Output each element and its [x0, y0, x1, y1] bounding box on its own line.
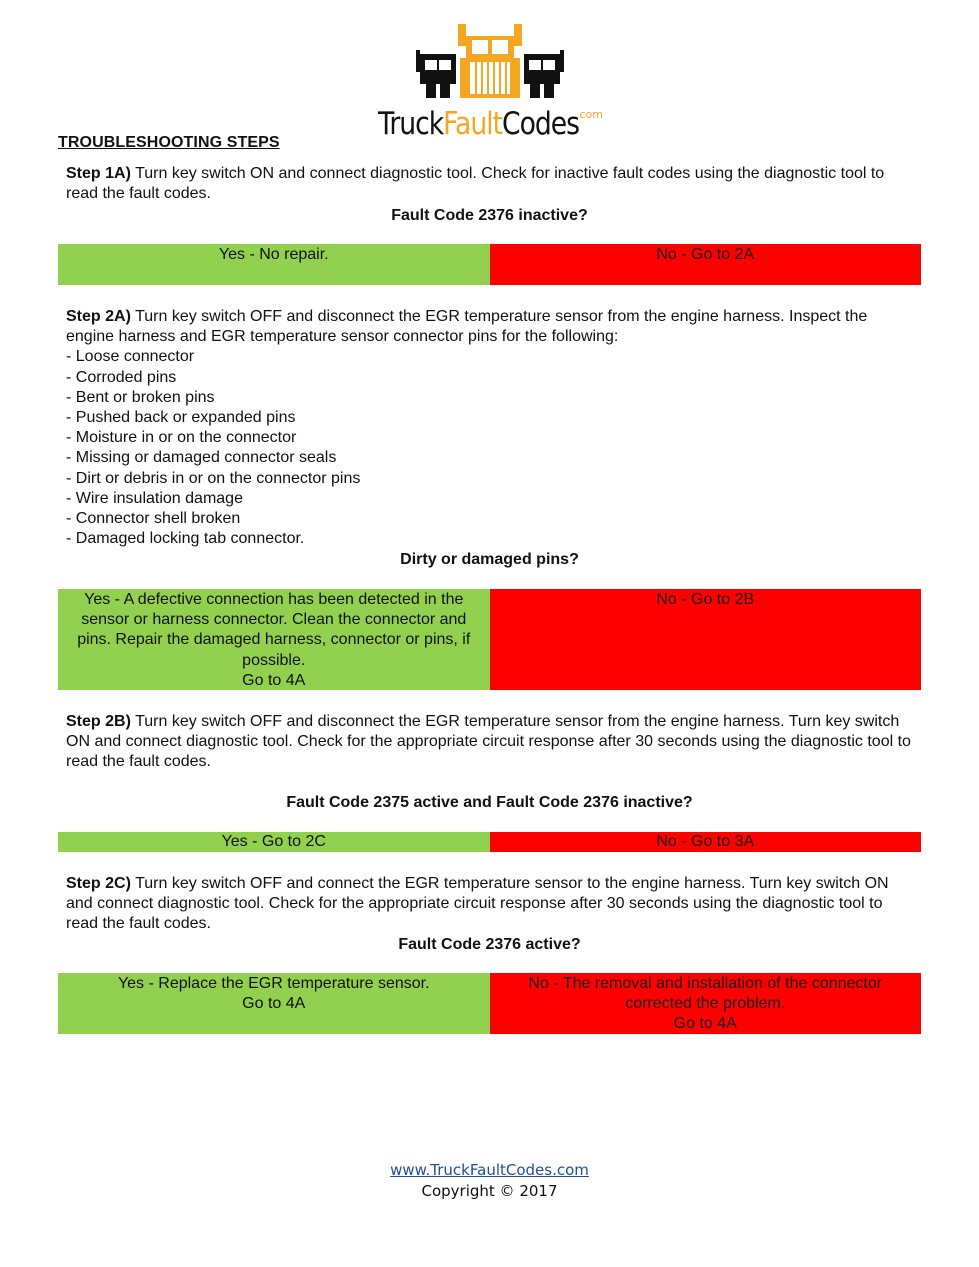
step-1a-question: Fault Code 2376 inactive?	[391, 207, 588, 224]
step-2b-yes-cell: Yes - Go to 2C	[58, 832, 490, 852]
truckfaultcodes-logo	[378, 20, 603, 142]
step-2a-decision-row	[58, 589, 921, 690]
checklist-item: - Bent or broken pins	[66, 388, 215, 406]
step-1a-label: Step 1A)	[66, 165, 131, 182]
step-1a-paragraph	[66, 164, 916, 204]
inspection-checklist	[66, 347, 916, 549]
checklist-item: - Connector shell broken	[66, 510, 241, 528]
logo-part-truck: Truck	[378, 106, 444, 142]
checklist-item: - Corroded pins	[66, 368, 177, 386]
checklist-item: - Wire insulation damage	[66, 489, 243, 507]
step-2a-no-cell: No - Go to 2B	[490, 589, 922, 690]
website-link[interactable]: www.TruckFaultCodes.com	[390, 1161, 589, 1179]
step-2c-text: Turn key switch OFF and connect the EGR temperature sensor to the engine harness. Turn key switch ON and connect diagnostic tool. Check for the appropriate circuit response after 30 seconds using the diagnostic tool to read the fault codes.	[66, 875, 889, 933]
checklist-item: - Pushed back or expanded pins	[66, 409, 296, 427]
checklist-item: - Dirt or debris in or on the connector pins	[66, 469, 361, 487]
step-2b-decision-row	[58, 832, 921, 852]
logo-wordmark	[378, 106, 579, 146]
logo-part-fault: Fault	[443, 106, 503, 142]
step-1a-no-cell: No - Go to 2A	[490, 244, 922, 285]
step-2b-paragraph	[66, 712, 916, 773]
footer-copyright: Copyright © 2017	[421, 1182, 558, 1200]
step-2a-paragraph	[66, 307, 916, 549]
step-2b-label: Step 2B)	[66, 713, 131, 730]
checklist-item: - Missing or damaged connector seals	[66, 449, 337, 467]
step-2a-text: Turn key switch OFF and disconnect the EGR temperature sensor from the engine harness. Inspect the engine harness and EGR temperature sensor connector pins for the following:	[66, 308, 868, 346]
step-2b-question: Fault Code 2375 active and Fault Code 2376 inactive?	[286, 794, 693, 811]
checklist-item: - Loose connector	[66, 348, 195, 366]
step-2c-question: Fault Code 2376 active?	[398, 936, 581, 953]
footer-link-line	[0, 1161, 979, 1179]
step-2a-label: Step 2A)	[66, 308, 131, 325]
step-1a-yes-cell: Yes - No repair.	[58, 244, 490, 285]
step-2c-yes-cell: Yes - Replace the EGR temperature sensor. Go to 4A	[58, 973, 490, 1034]
step-2b-no-cell: No - Go to 3A	[490, 832, 922, 852]
page-heading: TROUBLESHOOTING STEPS	[58, 134, 280, 151]
checklist-item: - Moisture in or on the connector	[66, 429, 297, 447]
step-2c-decision-row	[58, 973, 921, 1034]
step-1a-decision-row	[58, 244, 921, 285]
logo-part-codes: Codes	[502, 106, 579, 142]
step-2c-no-cell: No - The removal and installation of the connector corrected the problem. Go to 4A	[490, 973, 922, 1034]
checklist-item: - Damaged locking tab connector.	[66, 530, 305, 548]
step-2b-text: Turn key switch OFF and disconnect the EGR temperature sensor from the engine harness. Turn key switch ON and connect diagnostic tool. Check for the appropriate circuit response after 30 seconds using the diagnostic tool to read the fault codes.	[66, 713, 911, 771]
step-2c-label: Step 2C)	[66, 875, 131, 892]
logo-suffix: .com	[576, 108, 603, 121]
step-2a-yes-cell: Yes - A defective connection has been detected in the sensor or harness connector. Clean the connector and pins. Repair the damaged harness, connector or pins, if possible. Go to 4A	[58, 589, 490, 690]
step-2c-paragraph	[66, 874, 916, 935]
truck-grille-icon	[414, 20, 566, 102]
step-2a-question: Dirty or damaged pins?	[400, 551, 579, 568]
step-1a-text: Turn key switch ON and connect diagnostic tool. Check for inactive fault codes using the diagnostic tool to read the fault codes.	[66, 165, 885, 203]
